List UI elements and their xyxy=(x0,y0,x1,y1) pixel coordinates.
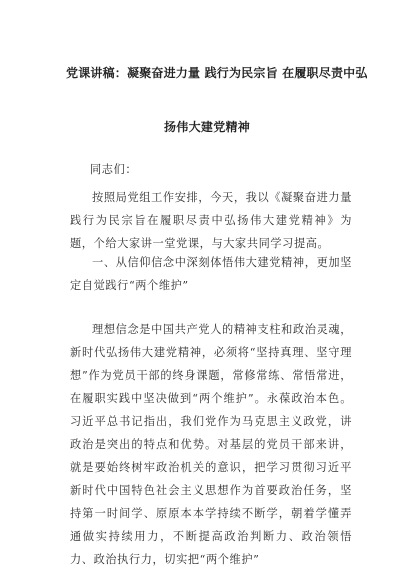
section-heading-1: 一、从信仰信念中深刻体悟伟大建党精神，更加坚定自觉践行“两个维护” xyxy=(70,256,352,292)
document-title-line1: 党课讲稿：凝聚奋进力量 践行为民宗旨 在履职尽责中弘 xyxy=(66,66,368,80)
paragraph-intro: 按照局党组工作安排，今天，我以《凝聚奋进力量践行为民宗旨在履职尽责中弘扬伟大建党精神》为题，个给大家讲一堂党课，与大家共同学习提高。 xyxy=(70,191,352,250)
paragraph-body: 理想信念是中国共产党人的精神支柱和政治灵魂，新时代弘扬伟大建党精神，必须将“坚持真理、坚守理想”作为党员干部的终身课题，常修常练、常悟常进，在履职实践中坚决做到“两个维护”。永葆政治本色。习近平总书记指出，我们党作为马克思主义政党，讲政治是突出的特点和优势。对基层的党员干部来讲，就是要始终树牢政治机关的意识，把学习贯彻习近平新时代中国特色社会主义思想作为首要政治任务，坚持第一时间学、原原本本学持续不断学，朝着学懂弄通做实持续用力，不断提高政治判断力、政治领悟力、政治执行力，切实把“两个维护” xyxy=(70,323,352,566)
greeting: 同志们： xyxy=(90,163,138,176)
document-title-line2: 扬伟大建党精神 xyxy=(164,120,251,134)
